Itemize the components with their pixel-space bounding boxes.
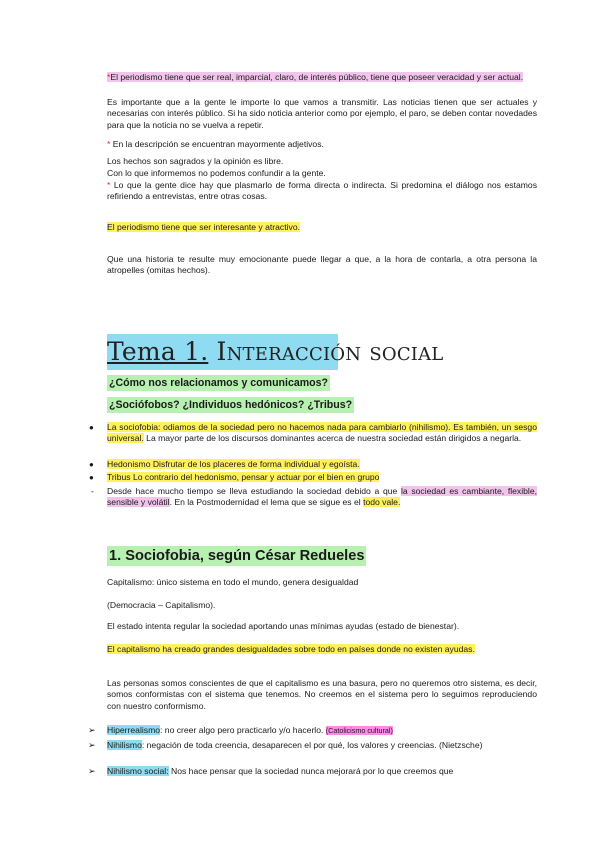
section-heading: 1. Sociofobia, según César Redueles xyxy=(109,548,365,564)
intro-paragraph-7: El periodismo tiene que ser interesante y atractivo. xyxy=(107,222,300,232)
section-paragraph-1: Capitalismo: único sistema en todo el mundo, genera desigualdad xyxy=(107,577,359,587)
asterisk: * xyxy=(107,180,111,190)
arrow-bullet-icon: ➢ xyxy=(88,766,96,776)
list-item-sociedad: Desde hace mucho tiempo se lleva estudiando la sociedad debido a que la sociedad es cambiante, flexible, sensible y volátil. En la Postmodernidad el lema que se sigue es el todo vale. xyxy=(107,486,537,508)
asterisk: * xyxy=(107,139,111,149)
list-item-tribus: Tribus Lo contrario del hedonismo, pensar y actuar por el bien en grupo xyxy=(107,472,380,482)
intro-paragraph-8: Que una historia te resulte muy emocionante puede llegar a que, a la hora de contarla, a otra persona la atropelles (omitas hechos). xyxy=(107,254,537,276)
page-title: Tema 1. Interacción social xyxy=(107,334,338,370)
list-item-nihilismo: Nihilismo: negación de toda creencia, desaparecen el por qué, los valores y creencias. (Nietzsche) xyxy=(107,740,483,750)
section-paragraph-5: Las personas somos conscientes de que el capitalismo es una basura, pero no queremos otro sistema, es decir, somos conformistas con el sistema que tenemos. No creemos en el sistema pero lo seguimos reproduciendo con nuestro conformismo. xyxy=(107,678,537,711)
arrow-bullet-icon: ➢ xyxy=(88,725,96,735)
bullet-icon: ● xyxy=(89,423,94,432)
bullet-icon: ● xyxy=(89,460,94,469)
asterisk: * xyxy=(107,72,111,82)
arrow-bullet-icon: ➢ xyxy=(88,740,96,750)
section-paragraph-4: El capitalismo ha creado grandes desigualdades sobre todo en países donde no existen ayudas. xyxy=(107,644,475,654)
intro-paragraph-5: Con lo que informemos no podemos confundir a la gente. xyxy=(107,168,326,178)
subtitle-question-2: ¿Sociófobos? ¿Individuos hedónicos? ¿Tribus? xyxy=(109,399,353,411)
intro-paragraph-3: * En la descripción se encuentran mayormente adjetivos. xyxy=(107,139,324,149)
subtitle-question-1: ¿Cómo nos relacionamos y comunicamos? xyxy=(109,377,328,389)
section-paragraph-2: (Democracia – Capitalismo). xyxy=(107,600,216,610)
intro-paragraph-6: * Lo que la gente dice hay que plasmarlo de forma directa o indirecta. Si predomina el diálogo nos estamos refiriendo a entrevistas, entre otras cosas. xyxy=(107,180,537,202)
section-paragraph-3: El estado intenta regular la sociedad aportando unas mínimas ayudas (estado de bienestar). xyxy=(107,621,460,631)
intro-paragraph-2: Es importante que a la gente le importe lo que vamos a transmitir. Las noticias tienen que ser actuales y necesarias con interés público. Si ha sido noticia anterior como por ejemplo, el paro, se deben contar novedades para que la noticia no se vuelva a repetir. xyxy=(107,97,537,130)
intro-paragraph-1: *El periodismo tiene que ser real, imparcial, claro, de interés público, tiene que poseer veracidad y ser actual. xyxy=(107,72,524,82)
bullet-icon: ● xyxy=(89,473,94,482)
intro-paragraph-4: Los hechos son sagrados y la opinión es libre. xyxy=(107,156,284,166)
list-item-hiperrealismo: Hiperrealismo: no creer algo pero practicarlo y/o hacerlo. (Catolicismo cultural) xyxy=(107,725,393,735)
list-item-sociofobia: La sociofobia: odiamos de la sociedad pero no hacemos nada para cambiarlo (nihilismo). Es también, un sesgo universal. La mayor parte de los discursos dominantes acerca de nuestra sociedad están dirigidos a negarla. xyxy=(107,422,537,444)
dash-icon: - xyxy=(91,486,94,496)
list-item-nihilismo-social: Nihilismo social: Nos hace pensar que la sociedad nunca mejorará por lo que creemos que xyxy=(107,766,454,776)
list-item-hedonismo: Hedonismo Disfrutar de los placeres de forma individual y egoísta. xyxy=(107,459,360,469)
